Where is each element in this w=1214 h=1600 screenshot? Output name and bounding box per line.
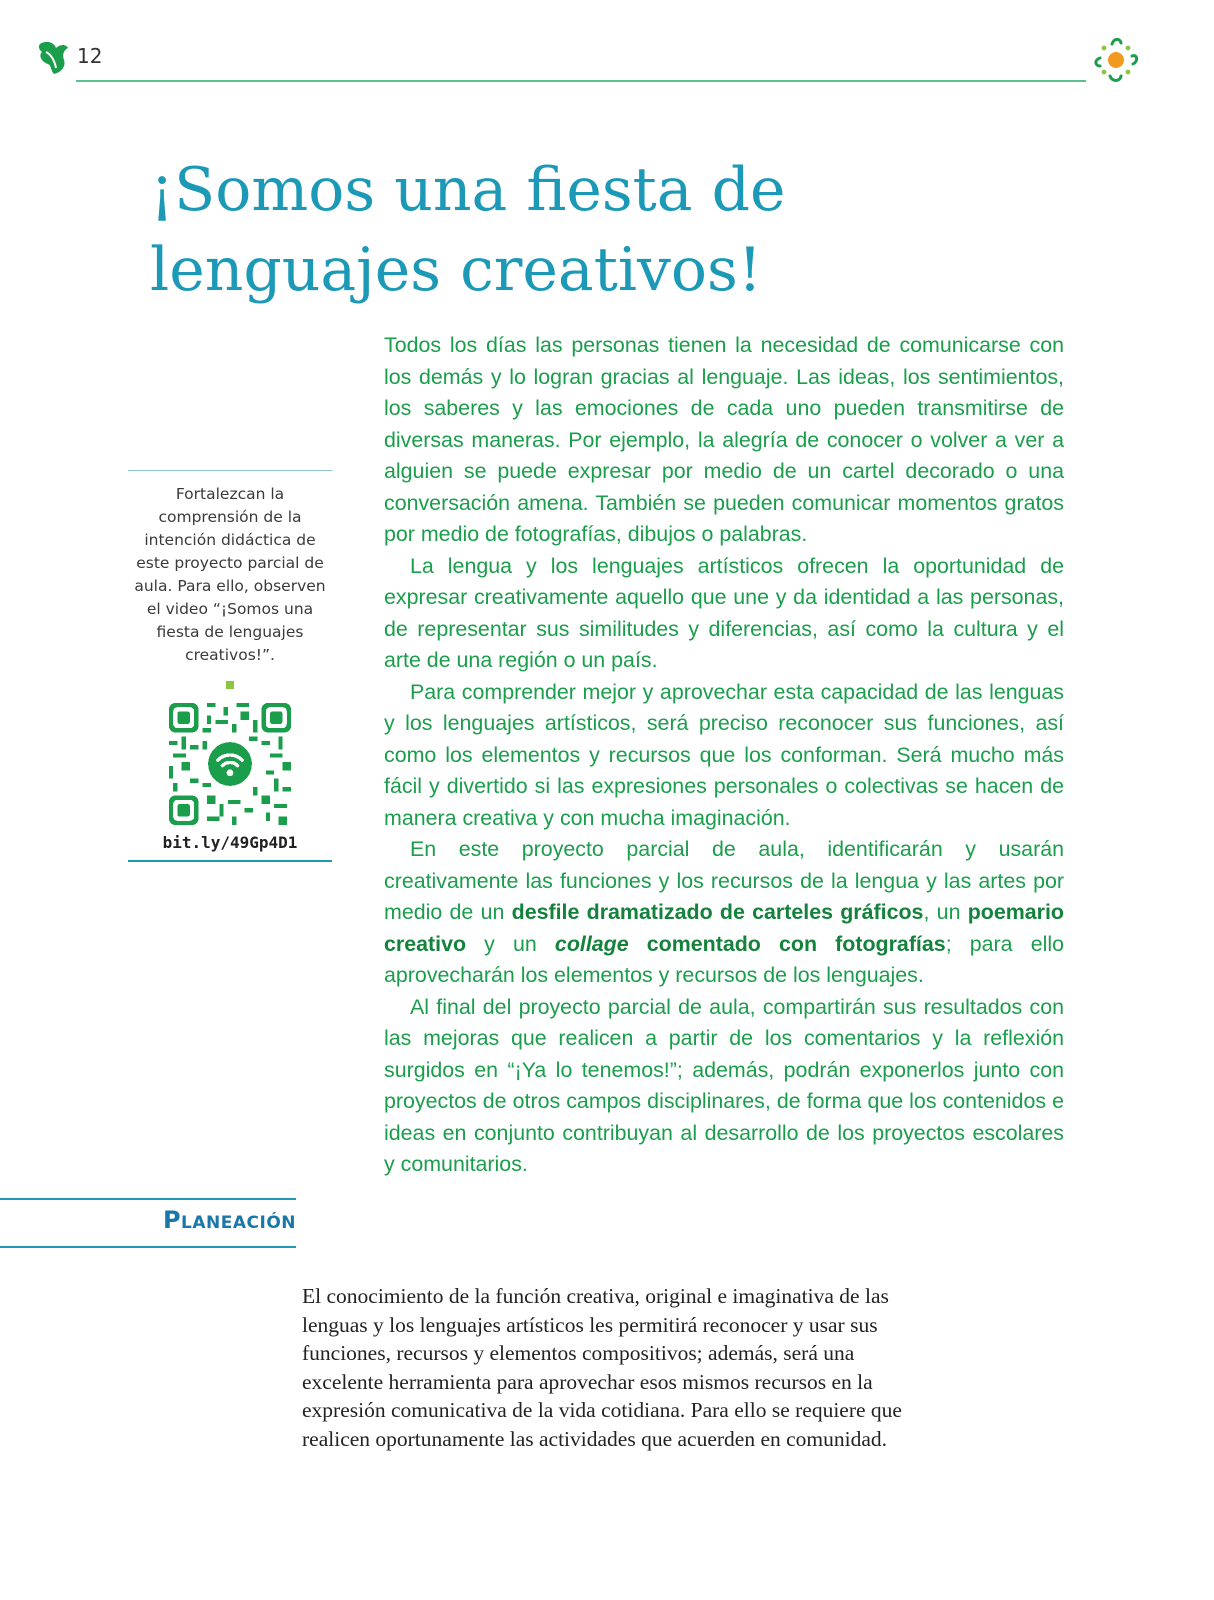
flower-dots-logo-icon bbox=[1090, 34, 1142, 86]
p4-italic-collage: collage bbox=[554, 931, 629, 956]
page-title bbox=[150, 150, 870, 310]
p4-bold-collage bbox=[555, 932, 946, 956]
p4-text-c: , un bbox=[923, 900, 968, 924]
green-leaf-logo-icon bbox=[36, 38, 70, 76]
sidebar-top-rule bbox=[128, 470, 332, 471]
body-paragraph-2: La lengua y los lenguajes artísticos ofrecen la oportunidad de expresar creativamente aquello que une y da identidad a las personas, de representar sus similitudes y diferencias, así como la cultura y el arte de una región o un país. bbox=[384, 553, 1064, 672]
p4-text-a: En este proyecto parcial de aula, identificarán y usarán creativamente las funciones y los recursos de la lengua y las artes por medio de un bbox=[384, 837, 1064, 924]
video-sidebar bbox=[128, 470, 332, 862]
body-paragraph-4 bbox=[384, 834, 1064, 992]
sidebar-bottom-rule bbox=[128, 860, 332, 862]
sidebar-dot bbox=[226, 681, 234, 689]
page-number: 12 bbox=[77, 44, 103, 68]
intro-body bbox=[384, 330, 1064, 1181]
page-title-line-2: lenguajes creativos! bbox=[150, 235, 762, 305]
sidebar-text: Fortalezcan la comprensión de la intención didáctica de este proyecto parcial de aula. Para ello, observen el video “¡Somos una fiesta de lenguajes creativos!”. bbox=[134, 485, 326, 664]
p4-bold-poemario: poemario creativo bbox=[384, 900, 1064, 956]
p4-text-d: y un bbox=[466, 931, 555, 956]
page-title-line-1: ¡Somos una fiesta de bbox=[150, 155, 786, 225]
planeacion-text: El conocimiento de la función creativa, original e imaginativa de las lenguas y los lenguajes artísticos les permitirá reconocer y usar sus funciones, recursos y elementos compositivos; además, será una excelente herramienta para aprovechar esos mismos recursos en la expresión comunicativa de la vida cotidiana. Para ello se requiere que realicen oportunamente las actividades que acuerden en comunidad. bbox=[302, 1284, 902, 1451]
p4-text-e: ; para ello aprovecharán los elementos y recursos de los lenguajes. bbox=[384, 931, 1064, 987]
planeacion-bottom-rule bbox=[0, 1246, 296, 1248]
planeacion-heading: Planeación bbox=[162, 1206, 296, 1234]
body-paragraph-5: Al final del proyecto parcial de aula, compartirán sus resultados con las mejoras que realicen a partir de los comentarios y la reflexión surgidos en “¡Ya lo tenemos!”; además, podrán exponerlos junto con proyectos de otros campos disciplinares, de forma que los contenidos e ideas en conjunto contribuyan al desarrollo de los proyectos escolares y comunitarios. bbox=[384, 994, 1064, 1176]
p4-bold-parade: desfile dramatizado de carteles gráficos bbox=[511, 900, 924, 924]
header-rule bbox=[76, 80, 1086, 82]
qr-code-icon[interactable] bbox=[169, 703, 291, 825]
body-paragraph-1: Todos los días las personas tienen la necesidad de comunicarse con los demás y lo logran gracias al lenguaje. Las ideas, los sentimientos, los saberes y las emociones de cada uno pueden transmitirse de diversas maneras. Por ejemplo, la alegría de conocer o volver a ver a alguien se puede expresar por medio de un cartel decorado o una conversación amena. También se pueden comunicar momentos gratos por medio de fotografías, dibujos o palabras. bbox=[384, 333, 1064, 546]
body-paragraph-3: Para comprender mejor y aprovechar esta capacidad de las lenguas y los lenguajes artísticos, será preciso reconocer sus funciones, así como los elementos y recursos que los conforman. Será mucho más fácil y divertido si las expresiones personales o colectivas se hacen de manera creativa y con mucha imaginación. bbox=[384, 679, 1064, 830]
p4-bold-collage-rest: comentado con fotografías bbox=[628, 931, 946, 956]
planeacion-top-rule bbox=[0, 1198, 296, 1200]
video-short-link[interactable]: bit.ly/49Gp4D1 bbox=[162, 833, 298, 852]
